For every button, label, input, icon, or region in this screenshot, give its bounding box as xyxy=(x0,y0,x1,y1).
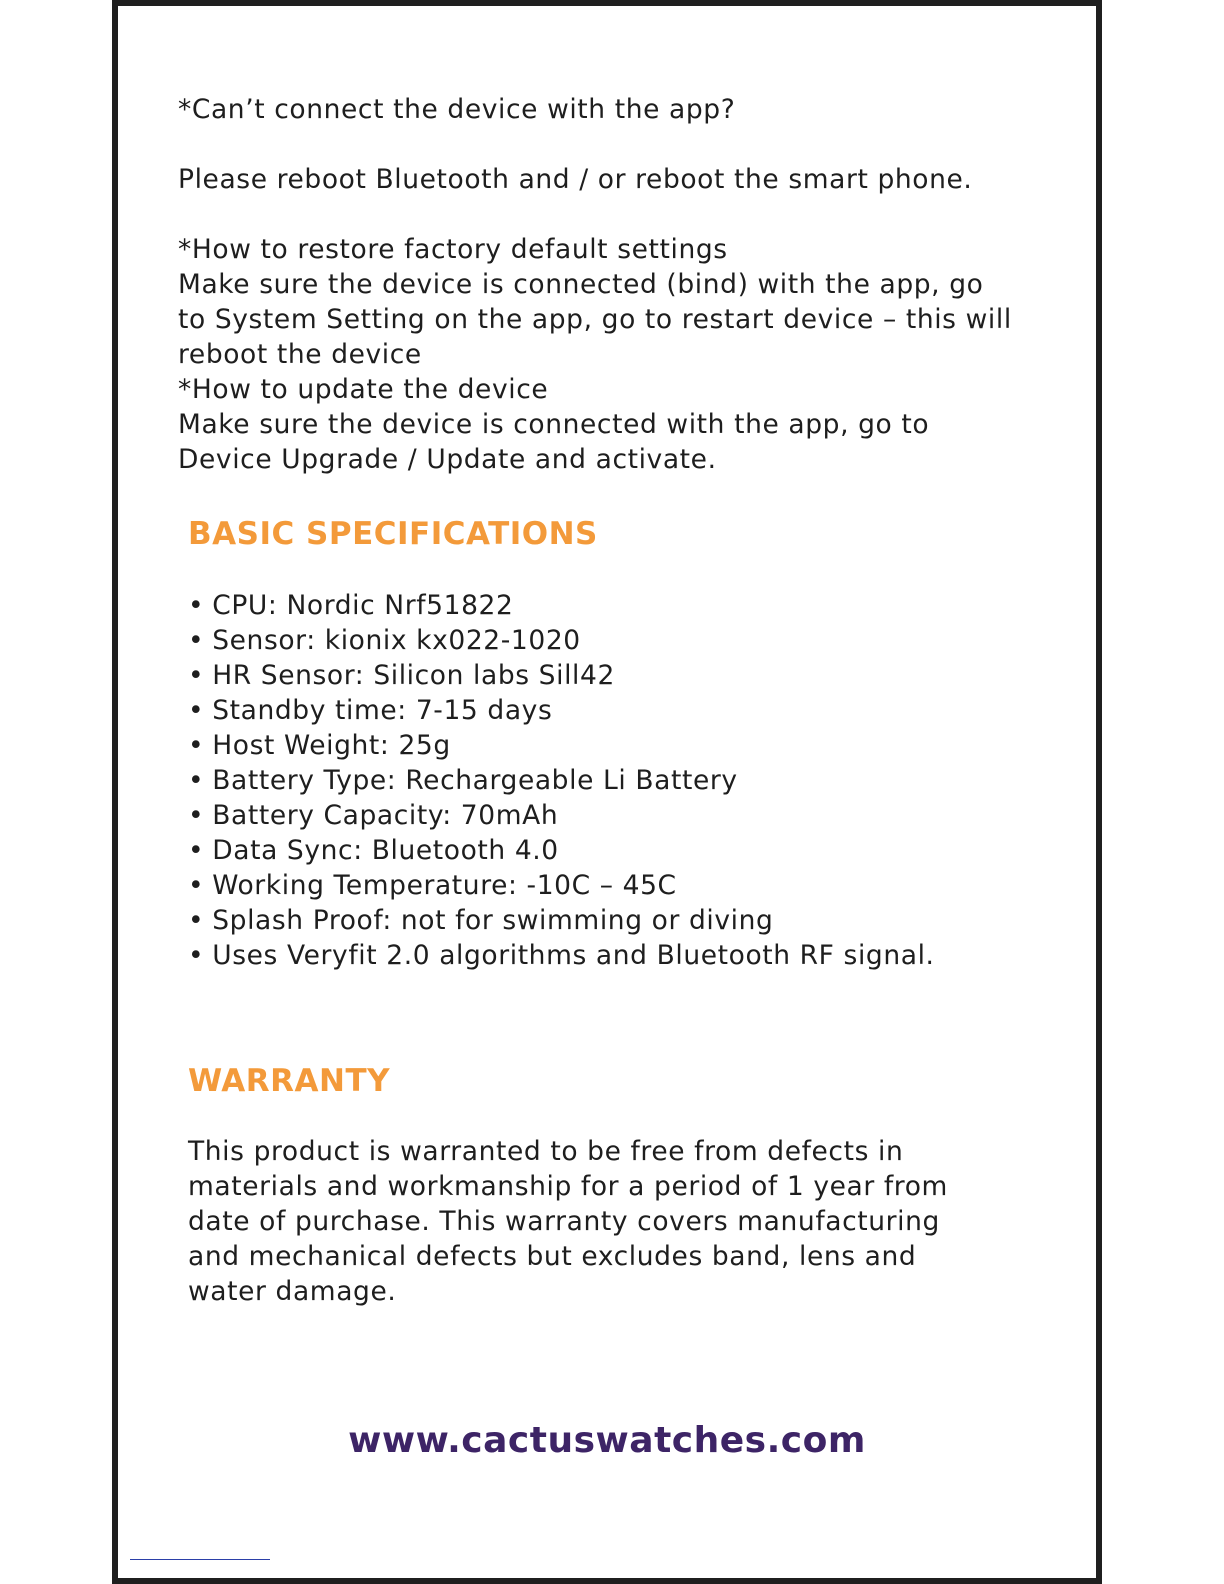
bullet-icon: • xyxy=(188,800,205,831)
restore-update-faq xyxy=(178,232,1058,477)
update-answer-line: Device Upgrade / Update and activate. xyxy=(178,444,717,475)
list-item: • Working Temperature: -10C – 45C xyxy=(188,870,677,901)
restore-answer-line: to System Setting on the app, go to restart device – this will xyxy=(178,304,1012,335)
connect-faq xyxy=(178,92,1058,127)
bullet-icon: • xyxy=(188,625,205,656)
connect-question: *Can’t connect the device with the app? xyxy=(178,94,736,125)
bullet-icon: • xyxy=(188,765,205,796)
bullet-icon: • xyxy=(188,660,205,691)
specifications-list xyxy=(188,588,935,973)
update-question: *How to update the device xyxy=(178,374,549,405)
bullet-icon: • xyxy=(188,940,205,971)
warranty-line: and mechanical defects but excludes band, lens and xyxy=(188,1241,917,1272)
website-link[interactable]: www.cactuswatches.com xyxy=(348,1420,866,1461)
list-item: • Host Weight: 25g xyxy=(188,730,451,761)
warranty-line: This product is warranted to be free from defects in xyxy=(188,1136,904,1167)
list-item: • Uses Veryfit 2.0 algorithms and Bluetooth RF signal. xyxy=(188,940,935,971)
update-answer-line: Make sure the device is connected with the app, go to xyxy=(178,409,930,440)
warranty-line: materials and workmanship for a period of 1 year from xyxy=(188,1171,948,1202)
restore-answer-line: Make sure the device is connected (bind) with the app, go xyxy=(178,269,984,300)
specifications-heading: BASIC SPECIFICATIONS xyxy=(188,516,598,552)
warranty-line: date of purchase. This warranty covers manufacturing xyxy=(188,1206,940,1237)
connect-answer-block xyxy=(178,162,1058,197)
list-item: • Data Sync: Bluetooth 4.0 xyxy=(188,835,559,866)
bullet-icon: • xyxy=(188,730,205,761)
bullet-icon: • xyxy=(188,695,205,726)
bullet-icon: • xyxy=(188,870,205,901)
list-item: • Standby time: 7-15 days xyxy=(188,695,553,726)
warranty-text xyxy=(188,1134,1068,1309)
bullet-icon: • xyxy=(188,905,205,936)
list-item: • Sensor: kionix kx022-1020 xyxy=(188,625,581,656)
restore-question: *How to restore factory default settings xyxy=(178,234,728,265)
footer-divider xyxy=(130,1559,270,1560)
list-item: • Splash Proof: not for swimming or diving xyxy=(188,905,774,936)
list-item: • HR Sensor: Silicon labs Sill42 xyxy=(188,660,615,691)
bullet-icon: • xyxy=(188,835,205,866)
bullet-icon: • xyxy=(188,590,205,621)
list-item: • Battery Type: Rechargeable Li Battery xyxy=(188,765,738,796)
connect-answer: Please reboot Bluetooth and / or reboot the smart phone. xyxy=(178,164,973,195)
warranty-line: water damage. xyxy=(188,1276,397,1307)
restore-answer-line: reboot the device xyxy=(178,339,422,370)
list-item: • CPU: Nordic Nrf51822 xyxy=(188,590,514,621)
manual-page xyxy=(112,0,1102,1584)
list-item: • Battery Capacity: 70mAh xyxy=(188,800,559,831)
warranty-heading: WARRANTY xyxy=(188,1063,391,1099)
